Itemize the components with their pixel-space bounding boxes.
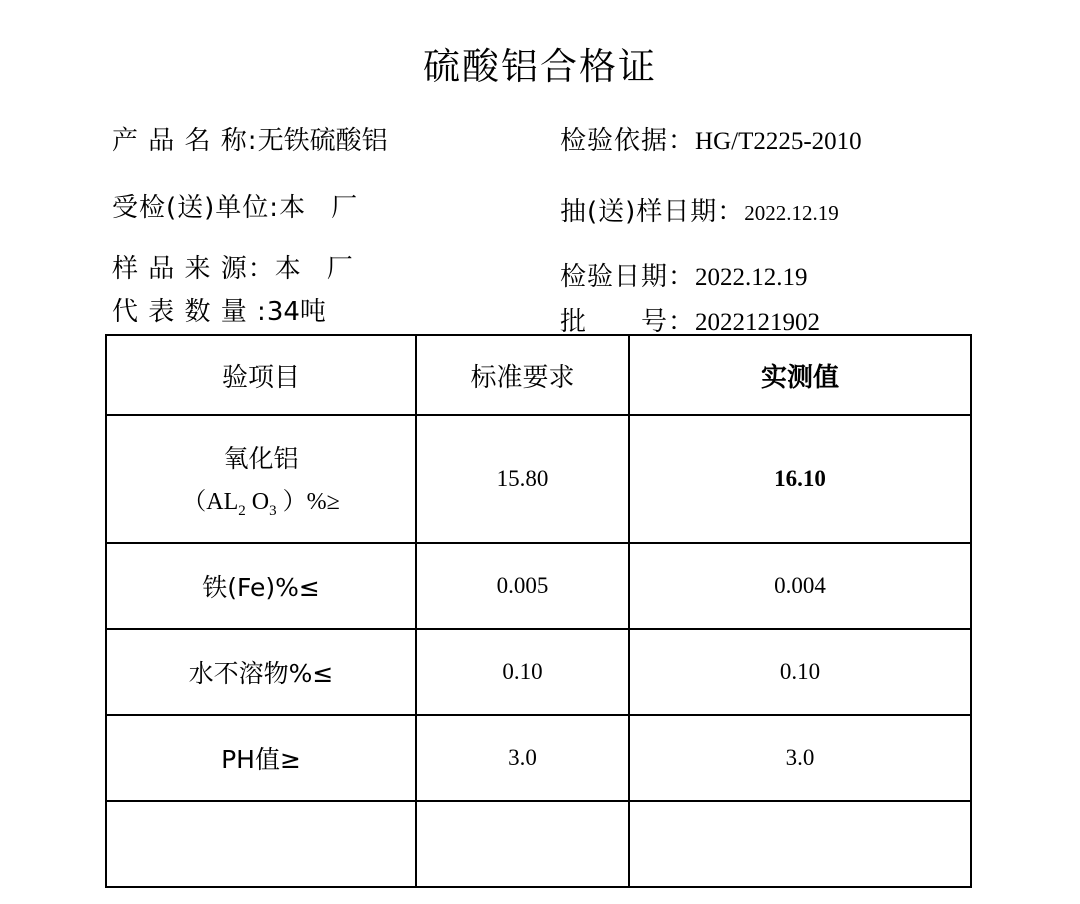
batch-number-label: 批 号： [560,307,696,337]
header-item: 验项目 [106,335,416,415]
batch-number-row [560,301,1040,338]
info-right-column [560,120,1040,338]
row-standard-insoluble: 0.10 [416,629,629,715]
row-standard-empty [416,801,629,887]
formula-suffix: ）%≥ [282,488,340,515]
row-measured-alumina: 16.10 [629,415,971,543]
row-standard-iron: 0.005 [416,543,629,629]
row-item-insoluble: 水不溶物%≤ [106,629,416,715]
inspected-unit-label: 受检(送)单位: [112,193,280,223]
formula-mid: O [251,488,270,515]
sample-source-label: 样 品 来 源： [112,254,275,284]
row-measured-iron: 0.004 [629,543,971,629]
row-standard-alumina: 15.80 [416,415,629,543]
batch-number-value: 2022121902 [695,309,821,336]
page-title: 硫酸铝合格证 [423,45,657,88]
table-row [106,543,971,629]
row-measured-insoluble: 0.10 [629,629,971,715]
sampling-date-row [560,191,1040,228]
product-name-row [112,120,552,157]
info-left-column [112,120,552,328]
alumina-formula [107,481,415,520]
formula-prefix: （AL [182,488,239,515]
sampling-date-label: 抽(送)样日期： [560,197,745,227]
row-item-empty [106,801,416,887]
table-row [106,415,971,543]
sampling-date-value: 2022.12.19 [744,201,839,225]
inspection-results-table [105,334,972,888]
header-measured: 实测值 [629,335,971,415]
row-measured-empty [629,801,971,887]
product-name-label: 产 品 名 称: [112,126,258,156]
product-name-value: 无铁硫酸铝 [257,126,388,156]
table-header-row [106,335,971,415]
row-item-iron: 铁(Fe)%≤ [106,543,416,629]
alumina-label: 氧化铝 [223,443,299,473]
sample-source-value: 本 厂 [274,254,353,284]
inspection-date-value: 2022.12.19 [695,264,808,291]
inspected-unit-row [112,187,552,224]
formula-sub-2: 3 [269,502,277,519]
table-row [106,715,971,801]
inspection-basis-row [560,120,1040,157]
inspection-basis-label: 检验依据： [560,126,696,156]
represented-quantity-value: 34吨 [266,297,326,327]
represented-quantity-row [112,291,552,328]
row-item-alumina [106,415,416,543]
table-row [106,801,971,887]
formula-sub-1: 2 [238,502,246,519]
row-measured-ph: 3.0 [629,715,971,801]
certificate-page [0,36,1080,904]
inspection-date-row [560,256,1040,293]
inspection-basis-value: HG/T2225-2010 [695,128,862,155]
sample-source-row [112,248,552,285]
header-standard: 标准要求 [416,335,629,415]
inspected-unit-value: 本 厂 [279,193,358,223]
table-row [106,629,971,715]
info-block [0,120,1080,337]
row-standard-ph: 3.0 [416,715,629,801]
row-item-ph: PH值≥ [106,715,416,801]
represented-quantity-label: 代 表 数 量 : [112,297,267,327]
inspection-date-label: 检验日期： [560,262,696,292]
